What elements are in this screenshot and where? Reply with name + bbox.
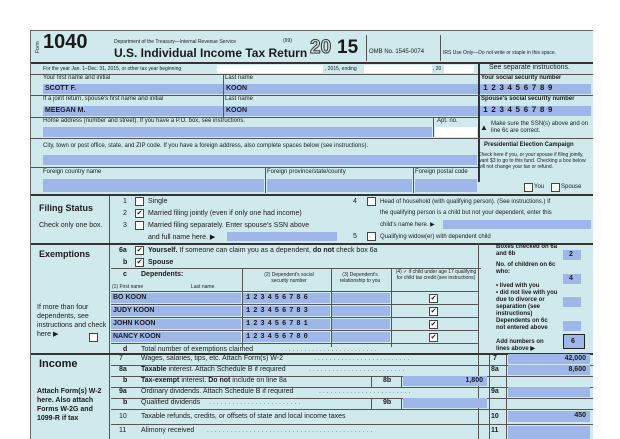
year-left: 20 <box>310 37 332 58</box>
filing-3-num: 3 <box>123 222 127 229</box>
year-right: 15 <box>337 37 359 58</box>
apt-field[interactable] <box>435 127 477 137</box>
spouse-first-value: MEEGAN M. <box>45 107 86 114</box>
tax-exempt-interest-field[interactable] <box>403 376 487 386</box>
line-8a-label: Taxable interest. Attach Schedule B if required <box>141 366 286 373</box>
dependent-name-field[interactable] <box>111 332 241 342</box>
line-9a-label: Ordinary dividends. Attach Schedule B if required <box>141 388 294 395</box>
line-6b-num: b <box>123 259 128 266</box>
dependent-relationship-field[interactable] <box>332 332 390 342</box>
state-refunds-value: 450 <box>574 412 586 419</box>
tax-year-ending-yr: , 20 <box>433 66 442 72</box>
tax-year-line: For the year Jan. 1–Dec. 31, 2015, or other tax year beginning <box>43 66 182 72</box>
dependent-name: JOHN KOON <box>113 320 156 327</box>
tax-year-ending: , 2015, ending <box>325 66 357 72</box>
spouse-exemption-checkbox[interactable] <box>135 258 144 267</box>
form-code: (99) <box>283 38 292 44</box>
last-name-label: Last name <box>225 75 254 81</box>
pec-spouse-checkbox[interactable] <box>551 183 560 192</box>
dependent-name: BO KOON <box>113 294 147 301</box>
dependent-relationship-field[interactable] <box>332 319 390 329</box>
did-not-live-field[interactable] <box>563 297 581 307</box>
dependent-relationship-field[interactable] <box>332 306 390 316</box>
checkmark-icon: ✔ <box>136 259 143 266</box>
dependent-ssn-field[interactable] <box>243 293 330 303</box>
dependents-not-field[interactable] <box>563 321 581 331</box>
spouse-exemption-label: Spouse <box>148 259 174 266</box>
boxes-checked-value: 2 <box>569 251 573 258</box>
check-only-one: Check only one box. <box>39 222 103 229</box>
agency-text: Department of the Treasury—Internal Revenue Service <box>114 39 237 45</box>
city-label: City, town or post office, state, and ZIP code. If you have a foreign address, also complete spaces below (see instructions). <box>43 143 369 149</box>
form-number: 1040 <box>43 31 88 53</box>
col1-last-name: Last name <box>191 284 215 290</box>
foreign-province-field[interactable] <box>267 179 412 192</box>
checkmark-icon: ✔ <box>136 210 143 217</box>
first-name-value: SCOTT F. <box>45 85 77 92</box>
dependent-ssn: 123456786 <box>246 294 311 302</box>
spouse-last-field[interactable] <box>224 106 478 116</box>
col3-header: (3) Dependent's relationship to you <box>339 272 381 284</box>
line-7-num: 7 <box>119 355 123 362</box>
line-6c-num: c <box>123 271 127 278</box>
dependent-ctc-checkbox[interactable] <box>429 320 438 329</box>
state-refunds-field[interactable] <box>508 411 590 422</box>
last-name-value: KOON <box>226 85 247 92</box>
boxes-checked-label: Boxes checked on 6a and 6b <box>496 244 558 257</box>
pec-you-label: You <box>534 184 545 190</box>
alimony-field[interactable] <box>508 426 590 439</box>
child-name-field[interactable] <box>443 220 591 229</box>
checkmark-icon: ✔ <box>430 334 437 341</box>
married-separately-checkbox[interactable] <box>135 221 144 230</box>
dependent-ssn-field[interactable] <box>243 332 330 342</box>
married-jointly-checkbox[interactable] <box>135 209 144 218</box>
exemptions-heading: Exemptions <box>39 249 91 259</box>
line-9b-num: b <box>123 399 128 406</box>
dependent-ctc-checkbox[interactable] <box>429 307 438 316</box>
foreign-province-label: Foreign province/state/county <box>267 169 346 175</box>
foreign-country-label: Foreign country name <box>43 169 102 175</box>
address-field[interactable] <box>43 127 432 137</box>
lived-with-field[interactable] <box>563 274 581 284</box>
pec-text: Check here if you, or your spouse if filing jointly, want $3 to go to this fund. Checking a box below will not change your tax or refund. <box>478 152 586 170</box>
spouse-first-field[interactable] <box>43 106 223 116</box>
dependent-ctc-checkbox[interactable] <box>429 294 438 303</box>
spouse-ssn-value: 123456789 <box>483 106 556 115</box>
checkmark-icon: ✔ <box>136 247 143 254</box>
make-sure-note: Make sure the SSN(s) above and on line 6c are correct. <box>491 121 589 134</box>
col4-header: (4) ✓ if child under age 17 qualifying for child tax credit (see instructions) <box>395 269 477 281</box>
checkmark-icon: ✔ <box>430 308 437 315</box>
apt-label: Apt. no. <box>437 118 458 124</box>
dependent-ctc-checkbox[interactable] <box>429 333 438 342</box>
line-7-box-num: 7 <box>493 355 497 362</box>
dependent-name: NANCY KOON <box>113 333 161 340</box>
wages-value: 42,000 <box>564 355 586 362</box>
line-10-box-num: 10 <box>491 413 499 420</box>
warning-arrow-icon: ▲ <box>480 123 488 132</box>
dependent-name-field[interactable] <box>111 306 241 316</box>
filing-hoh-line3: child's name here. ▶ <box>380 222 435 228</box>
add-numbers-label: Add numbers on lines above ▶ <box>496 339 544 352</box>
line-6d-num: d <box>123 346 128 353</box>
checkmark-icon: ✔ <box>430 321 437 328</box>
checkmark-icon: ✔ <box>430 295 437 302</box>
spouse-ssn-field[interactable] <box>480 106 591 116</box>
spouse-name-label: If a joint return, spouse's first name and initial <box>43 96 164 102</box>
dependent-ssn: 123456783 <box>246 307 311 315</box>
single-checkbox[interactable] <box>135 197 144 206</box>
first-name-label: Your first name and initial <box>43 75 111 81</box>
see-instructions: See separate instructions. <box>489 64 570 71</box>
yourself-label: Yourself. If someone can claim you as a dependent, do not check box 6a <box>148 247 378 254</box>
dependent-ssn: 123456781 <box>246 320 311 328</box>
tax-year-end-field[interactable] <box>364 65 432 73</box>
last-name-field[interactable] <box>224 84 478 94</box>
line-6a-num: 6a <box>119 247 127 254</box>
line-8a-num: 8a <box>119 366 127 373</box>
foreign-country-field[interactable] <box>43 179 264 192</box>
spouse-full-name-field[interactable] <box>227 232 337 241</box>
total-exemptions-value: 6 <box>571 338 575 345</box>
line-11-label: Alimony received <box>141 427 195 434</box>
line-10-label: Taxable refunds, credits, or offsets of state and local income taxes <box>141 413 346 420</box>
filing-joint-label: Married filing jointly (even if only one had income) <box>148 210 302 217</box>
foreign-postal-label: Foreign postal code <box>415 169 468 175</box>
total-exemptions-label: Total number of exemptions claimed <box>141 346 254 353</box>
tax-year-begin-field[interactable] <box>217 65 323 73</box>
irs-use-only: IRS Use Only—Do not write or staple in this space. <box>443 50 557 56</box>
lived-with-label: • lived with you <box>496 283 540 289</box>
filing-single-label: Single <box>148 198 168 205</box>
lived-with-value: 4 <box>569 275 573 282</box>
dependents-not-label: Dependents on 6c not entered above <box>496 318 548 331</box>
filing-5-num: 5 <box>353 233 357 240</box>
dependent-ssn-field[interactable] <box>243 319 330 329</box>
first-name-field[interactable] <box>43 84 223 94</box>
ordinary-dividends-field[interactable] <box>508 387 590 397</box>
filing-hoh-label: Head of household (with qualifying person). (See instructions.) If <box>380 199 551 205</box>
filing-hoh-line2: the qualifying person is a child but not your dependent, enter this <box>380 210 552 216</box>
pec-spouse-label: Spouse <box>561 184 582 190</box>
line-9b-label: Qualified dividends <box>141 399 201 406</box>
dependent-relationship-field[interactable] <box>332 293 390 303</box>
dependent-ssn-field[interactable] <box>243 306 330 316</box>
ssn-value: 123456789 <box>483 84 556 93</box>
form-title: U.S. Individual Income Tax Return <box>114 46 308 60</box>
ssn-label: Your social security number <box>481 75 562 81</box>
yourself-checkbox[interactable] <box>135 246 144 255</box>
line-8b-box-num: 8b <box>383 377 392 384</box>
filing-widow-label: Qualifying widow(er) with dependent child <box>380 234 491 240</box>
spouse-last-label: Last name <box>225 96 254 102</box>
filing-separate-name: and full name here. ▶ <box>148 234 216 241</box>
dependent-ssn: 123456780 <box>246 333 311 341</box>
tax-exempt-interest-value: 1,800 <box>465 377 483 384</box>
attach-w2-note: Attach Form(s) W-2 here. Also attach Forms W-2G and 1099-R if tax <box>37 388 102 422</box>
boxes-checked-field[interactable] <box>563 250 581 260</box>
line-9b-box-num: 9b <box>383 399 392 406</box>
filing-4-num: 4 <box>353 198 357 205</box>
spouse-ssn-label: Spouse's social security number <box>481 96 575 102</box>
form-label: Form <box>35 41 41 53</box>
dependent-name-field[interactable] <box>111 293 241 303</box>
tax-year-end-yr-field[interactable] <box>444 65 474 73</box>
taxable-interest-value: 8,600 <box>568 366 586 373</box>
col1-first-name: (1) First name <box>112 284 144 290</box>
dependent-name: JUDY KOON <box>113 307 155 314</box>
filing-status-heading: Filing Status <box>39 203 93 213</box>
form-1040-page: Form 1040 Department of the Treasury—Internal Revenue Service (99) U.S. Individual Income Tax Return 20 15 OMB No. 1545-0074 IRS Use Only—Do not write or staple in this space. For the year Jan. 1–Dec. 31, 2015, or other tax year beginning , 2015, ending , 20 See separate instructions. Your first name and initial Last name Your social security number SCOTT F. KOON 123456789 If a joint return, spouse's first name and initial Last name Spouse's social security number MEEGAN M. KOON 123456789 Home address (number and street). If you have a P.O. box, see instructions. Apt. no. ▲ Make sure the SSN(s) above and on line 6c are correct. City, town or post office, state, and ZIP code. If you have a foreign address, also complete spaces below (see instructions). Presidential Election Campaign Check here if you, or your spouse if filing jointly, want $3 to go to this fund. Checking a box below will not change your tax or refund. You Spouse Foreign country name Foreign province/state/county Foreign postal code Filing Status Check only one box. 1 Single 2 ✔ Married filing jointly (even if only one had income) 3 Married filing separately. Enter spouse's SSN above and full name here. ▶ 4 Head of household (with qualifying person). (See instructions.) If the qualifying person is a child but not your dependent, enter this child's name here. ▶ 5 Qualifying widow(er) with dependent child Exemptions 6a ✔ Yourself. If someone can claim you as a dependent, do not check box 6a b ✔ Spouse c Dependents: (1) First name Last name (2) Dependent's social security number (3) Dependent's relationship to you (4) ✓ if child under age 17 qualifying for child tax credit (see instructions) BO KOON 123456786 ✔ JUDY KOON 123456783 ✔ JOHN KOON 123456781 ✔ NANCY KOON 123456780 ✔ If more than four dependents, see instructions and check here ▶ d Total number of exemptions claimed . . . . . . . . . . . . . . . . . . . . . . . . . Boxes checked on 6a and 6b 2 No. of children on 6c who: • lived with you 4 • did not live with you due to divorce or separation (see instructions) Dependents on 6c not entered above Add numbers on lines above ▶ 6 Income Attach Form(s) W-2 here. Also attach Forms W-2G and 1099-R if tax 7 Wages, salaries, tips, etc. Attach Form(s) W-2 . . . . . . . . . . . . . . . . . . . . . . . . . 7 42,000 8a Taxable interest. Attach Schedule B if required . . . . . . . . . . . . . . . . . . . . . . . . . 8a 8,600 b Tax-exempt interest. Do not include on line 8a 8b 1,800 9a Ordinary dividends. Attach Schedule B if required . . . . . . . . . . . . . . . . . . . . . . . . 9a b Qualified dividends . . . . . . . . . . . . . . . . . . . . . . . . 9b 10 Taxable refunds, credits, or offsets of state and local income taxes 10 450 11 Alimony received . . . . . . . . . . . . . . . . . . . . . . . . . . . . . . . . . . . . . . . . . . . 11 <box>30 30 593 439</box>
head-household-checkbox[interactable] <box>367 197 376 206</box>
address-label: Home address (number and street). If you have a P.O. box, see instructions. <box>43 118 245 124</box>
dependents-label: Dependents: <box>141 271 184 278</box>
line-9a-num: 9a <box>119 388 127 395</box>
ssn-field[interactable] <box>480 84 591 94</box>
pec-you-checkbox[interactable] <box>524 183 533 192</box>
omb-number: OMB No. 1545-0074 <box>369 49 425 55</box>
income-heading: Income <box>39 358 78 370</box>
foreign-postal-field[interactable] <box>415 179 477 192</box>
line-11-box-num: 11 <box>491 427 499 434</box>
children-label: No. of children on 6c who: <box>496 262 556 275</box>
col2-header: (2) Dependent's social security number <box>264 272 314 284</box>
pec-title: Presidential Election Campaign <box>484 142 574 148</box>
more-than-four-note: If more than four dependents, see instructions and check here ▶ <box>37 304 107 338</box>
dependent-name-field[interactable] <box>111 319 241 329</box>
line-8b-num: b <box>123 377 128 384</box>
taxable-interest-field[interactable] <box>508 365 590 375</box>
filing-1-num: 1 <box>123 198 127 205</box>
city-field[interactable] <box>43 155 477 165</box>
filing-separate-label: Married filing separately. Enter spouse's SSN above <box>148 222 310 229</box>
line-7-label: Wages, salaries, tips, etc. Attach Form(s) W-2 <box>141 355 283 362</box>
qualifying-widow-checkbox[interactable] <box>367 232 376 241</box>
line-8a-box-num: 8a <box>491 366 499 373</box>
total-exemptions-field[interactable] <box>563 334 585 349</box>
filing-2-num: 2 <box>123 210 127 217</box>
line-9a-box-num: 9a <box>491 388 499 395</box>
more-dependents-checkbox[interactable] <box>89 333 98 342</box>
line-10-num: 10 <box>119 413 127 420</box>
qualified-dividends-field[interactable] <box>403 398 487 408</box>
line-8b-label: Tax-exempt interest. Do not include on line 8a <box>141 377 287 384</box>
spouse-last-value: KOON <box>226 107 247 114</box>
line-11-num: 11 <box>119 427 127 434</box>
did-not-live-label: • did not live with you due to divorce or separation (see instructions) <box>496 290 558 317</box>
wages-field[interactable] <box>508 354 590 364</box>
